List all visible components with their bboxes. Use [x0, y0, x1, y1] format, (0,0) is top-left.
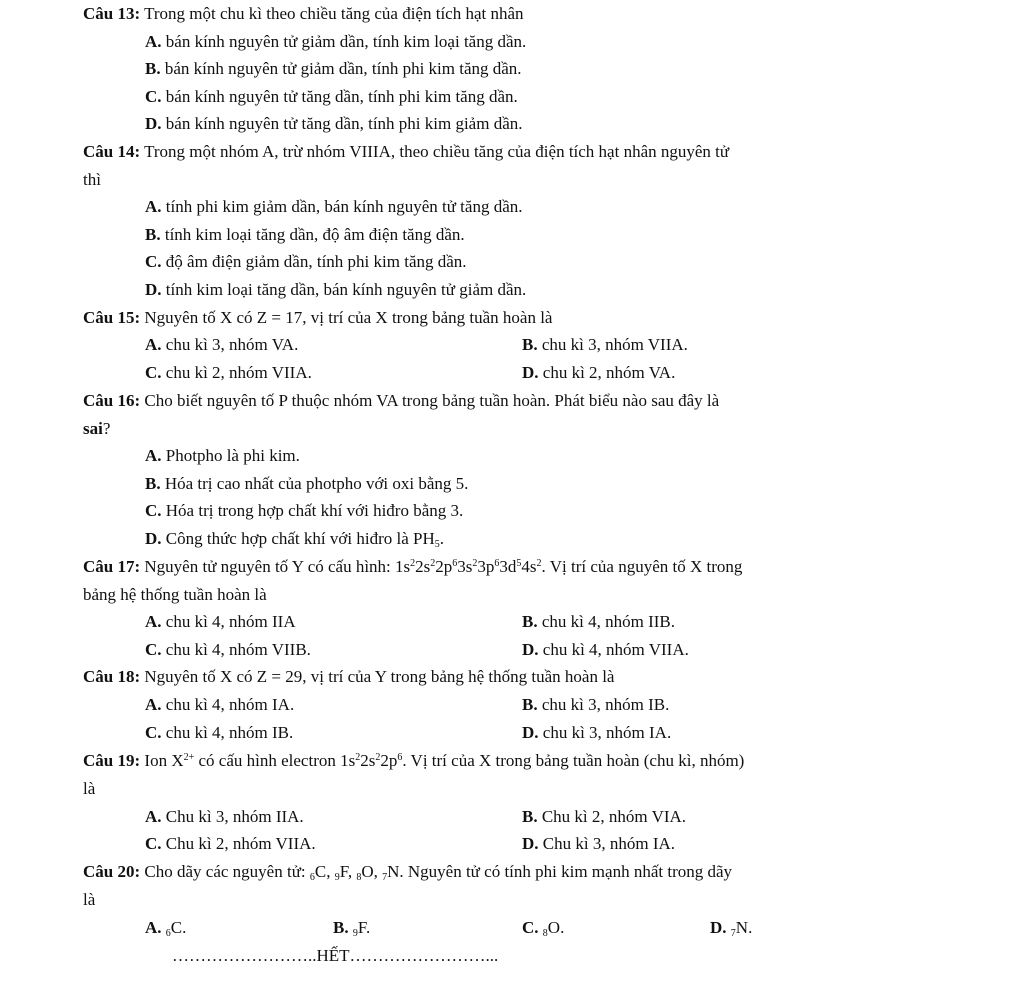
- element-list: 6C, 9F, 8O, 7N: [309, 862, 400, 883]
- q17-continuation: bảng hệ thống tuần hoàn là: [83, 585, 267, 604]
- question-label: Câu 15:: [83, 308, 141, 327]
- q14-option-a: A. tính phi kim giảm dần, bán kính nguyên tử tăng dần.: [145, 197, 523, 216]
- q16-option-a: A. Photpho là phi kim.: [145, 446, 300, 465]
- q16-option-c: C. Hóa trị trong hợp chất khí với hiđro bằng 3.: [145, 501, 464, 520]
- q14-option-d: D. tính kim loại tăng dần, bán kính nguyên tử giảm dần.: [145, 280, 527, 299]
- q17-option-a: A. chu kì 4, nhóm IIA: [145, 612, 296, 631]
- q18-option-b: B. chu kì 3, nhóm IB.: [522, 695, 670, 714]
- q16-option-b: B. Hóa trị cao nhất của photpho với oxi bằng 5.: [145, 474, 469, 493]
- question-label: Câu 17:: [83, 557, 141, 576]
- q15-option-c: C. chu kì 2, nhóm VIIA.: [145, 363, 312, 382]
- q17-option-c: C. chu kì 4, nhóm VIIB.: [145, 640, 311, 659]
- q19-option-c: C. Chu kì 2, nhóm VIIA.: [145, 834, 316, 853]
- q13-option-c: C. bán kính nguyên tử tăng dần, tính phi kim tăng dần.: [145, 87, 518, 106]
- ion-charge: 2+: [183, 752, 195, 763]
- question-18: [83, 666, 614, 688]
- question-text: Trong một chu kì theo chiều tăng của điện tích hạt nhân: [140, 4, 524, 23]
- question-13: [83, 3, 524, 25]
- q19-option-d: D. Chu kì 3, nhóm IA.: [522, 834, 676, 853]
- q20-continuation: là: [83, 890, 96, 909]
- question-label: Câu 20:: [83, 862, 141, 881]
- q15-option-a: A. chu kì 3, nhóm VA.: [145, 335, 299, 354]
- q20-option-d: D. 7N.: [710, 918, 753, 939]
- emphasis-word: sai: [83, 419, 103, 438]
- q18-option-c: C. chu kì 4, nhóm IB.: [145, 723, 294, 742]
- q17-option-d: D. chu kì 4, nhóm VIIA.: [522, 640, 689, 659]
- question-label: Câu 14:: [83, 142, 141, 161]
- q14-option-c: C. độ âm điện giảm dần, tính phi kim tăng dần.: [145, 252, 467, 271]
- q15-option-d: D. chu kì 2, nhóm VA.: [522, 363, 676, 382]
- q19-option-b: B. Chu kì 2, nhóm VIA.: [522, 807, 687, 826]
- q14-option-b: B. tính kim loại tăng dần, độ âm điện tăng dần.: [145, 225, 465, 244]
- electron-config: $1s^22s^22p^6$: [340, 751, 403, 770]
- question-label: Câu 13:: [83, 4, 141, 23]
- question-label: Câu 18:: [83, 667, 141, 686]
- q14-continuation: thì: [83, 170, 101, 189]
- q19-option-a: A. Chu kì 3, nhóm IIA.: [145, 807, 304, 826]
- q13-option-a: A. bán kính nguyên tử giảm dần, tính kim loại tăng dần.: [145, 32, 527, 51]
- q16-continuation: sai?: [83, 419, 111, 438]
- q20-option-a: A. 6C.: [145, 918, 187, 939]
- electron-config: $1s^22s^22p^63s^23p^63d^54s^2$: [395, 557, 542, 576]
- question-15: [83, 307, 552, 329]
- end-marker: ……………………..HẾT……………………...: [172, 946, 499, 965]
- q18-option-a: A. chu kì 4, nhóm IA.: [145, 695, 295, 714]
- question-text: Nguyên tố X có Z = 17, vị trí của X trong bảng tuần hoàn là: [140, 308, 553, 327]
- question-label: Câu 16:: [83, 391, 141, 410]
- q18-option-d: D. chu kì 3, nhóm IA.: [522, 723, 672, 742]
- q17-option-b: B. chu kì 4, nhóm IIB.: [522, 612, 675, 631]
- q13-option-b: B. bán kính nguyên tử giảm dần, tính phi kim tăng dần.: [145, 59, 522, 78]
- question-19: Câu 19: Ion $X^{2+}$ có cấu hình electron $1s^22s^22p^6$. Vị trí của X trong bảng tuần hoàn (chu kì, nhóm): [83, 751, 745, 770]
- question-20: Câu 20: Cho dãy các nguyên tử: 6C, 9F, 8O, 7N. Nguyên tử có tính phi kim mạnh nhất trong dãy: [83, 862, 733, 883]
- question-text: Nguyên tố X có Z = 29, vị trí của Y trong bảng hệ thống tuần hoàn là: [140, 667, 615, 686]
- q13-option-d: D. bán kính nguyên tử tăng dần, tính phi kim giảm dần.: [145, 114, 523, 133]
- question-label: Câu 19:: [83, 751, 141, 770]
- question-14: [83, 141, 729, 163]
- q19-continuation: là: [83, 779, 96, 798]
- q20-option-b: B. 9F.: [333, 918, 371, 939]
- question-text: Cho biết nguyên tố P thuộc nhóm VA trong bảng tuần hoàn. Phát biểu nào sau đây là: [140, 391, 720, 410]
- question-text: Trong một nhóm A, trừ nhóm VIIIA, theo chiều tăng của điện tích hạt nhân nguyên tử: [140, 142, 730, 161]
- question-17: Câu 17: Nguyên tử nguyên tố Y có cấu hình: $1s^22s^22p^63s^23p^63d^54s^2$. Vị trí của nguyên tố X trong: [83, 557, 743, 576]
- q16-option-d: D. Công thức hợp chất khí với hiđro là $PH_5$.: [145, 529, 444, 550]
- question-16: [83, 390, 719, 412]
- q15-option-b: B. chu kì 3, nhóm VIIA.: [522, 335, 688, 354]
- q20-option-c: C. 8O.: [522, 918, 565, 939]
